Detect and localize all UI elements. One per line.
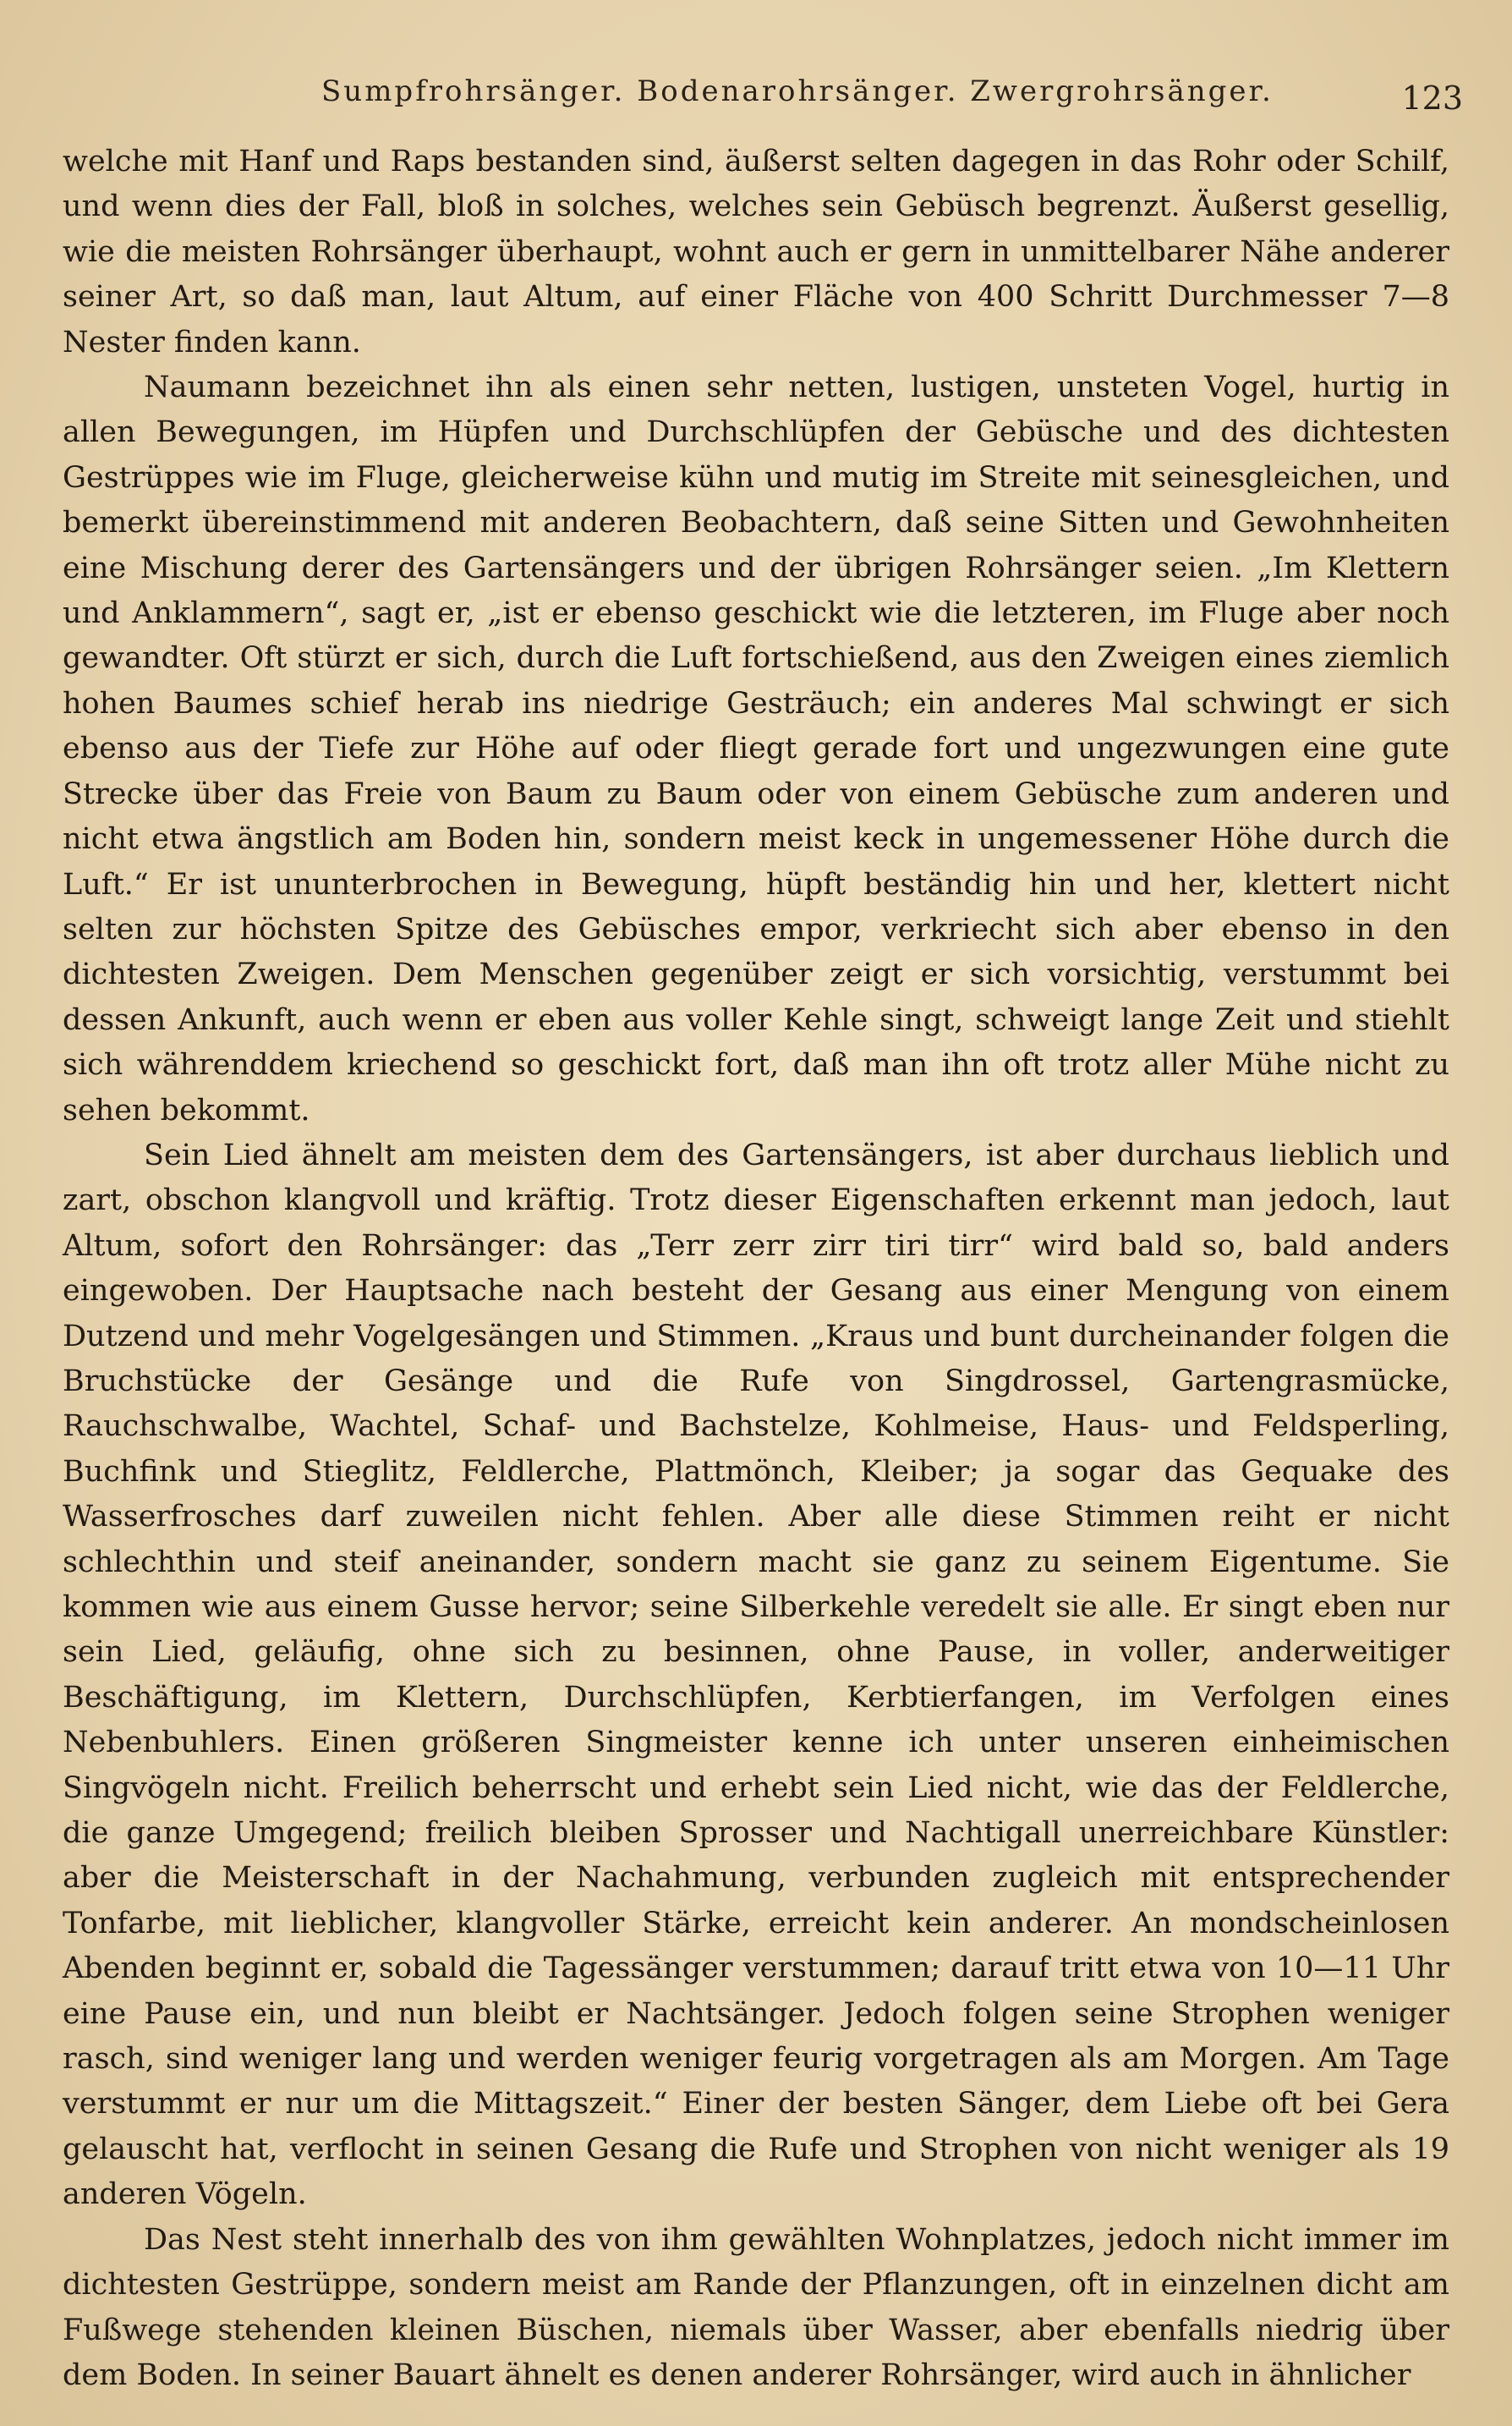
page-number: 123 (1401, 80, 1463, 117)
paragraph-song: Sein Lied ähnelt am meisten dem des Gartensängers, ist aber durchaus lieblich und zart, obschon klangvoll und kräftig. Trotz dieser Eigenschaften erkennt man jedoch, laut Altum, sofort den Rohrsänger: das „Terr zerr zirr tiri tirr“ wird bald so, bald anders eingewoben. Der Hauptsache nach besteht der Gesang aus einer Mengung von einem Dutzend und mehr Vogelgesängen und Stimmen. „Kraus und bunt durcheinander folgen die Bruchstücke der Gesänge und die Rufe von Singdrossel, Gartengrasmücke, Rauchschwalbe, Wachtel, Schaf- und Bachstelze, Kohlmeise, Haus- und Feldsperling, Buchfink und Stieglitz, Feldlerche, Plattmönch, Kleiber; ja sogar das Gequake des Wasserfrosches darf zuweilen nicht fehlen. Aber alle diese Stimmen reiht er nicht schlechthin und steif aneinander, sondern macht sie ganz zu seinem Eigentume. Sie kommen wie aus einem Gusse hervor; seine Silberkehle veredelt sie alle. Er singt eben nur sein Lied, geläufig, ohne sich zu besinnen, ohne Pause, in voller, anderweitiger Beschäftigung, im Klettern, Durchschlüpfen, Kerbtierfangen, im Verfolgen eines Nebenbuhlers. Einen größeren Singmeister kenne ich unter unseren einheimischen Singvögeln nicht. Freilich beherrscht und erhebt sein Lied nicht, wie das der Feldlerche, die ganze Umgegend; freilich bleiben Sprosser und Nachtigall unerreichbare Künstler: aber die Meisterschaft in der Nachahmung, verbunden zugleich mit entsprechender Tonfarbe, mit lieblicher, klangvoller Stärke, erreicht kein anderer. An mondscheinlosen Abenden beginnt er, sobald die Tagessänger verstummen; darauf tritt etwa von 10—11 Uhr eine Pause ein, und nun bleibt er Nachtsänger. Jedoch folgen seine Strophen weniger rasch, sind weniger lang und werden weniger feurig vorgetragen als am Morgen. Am Tage verstummt er nur um die Mittagszeit.“ Einer der besten Sänger, dem Liebe oft bei Gera gelauscht hat, verflocht in seinen Gesang die Rufe und Strophen von nicht weniger als 19 anderen Vögeln. (63, 1138, 1449, 2212)
page-header (59, 74, 1463, 125)
paragraph-continuation: welche mit Hanf und Raps bestanden sind, äußerst selten dagegen in das Rohr oder Schilf, und wenn dies der Fall, bloß in solches, welches sein Gebüsch begrenzt. Äußerst gesellig, wie die meisten Rohrsänger überhaupt, wohnt auch er gern in unmittelbarer Nähe anderer seiner Art, so daß man, laut Altum, auf einer Fläche von 400 Schritt Durchmesser 7—8 Nester finden kann. (63, 145, 1449, 360)
paragraph-nest: Das Nest steht innerhalb des von ihm gewählten Wohnplatzes, jedoch nicht immer im dichtesten Gestrüppe, sondern meist am Rande der Pflanzungen, oft in einzelnen dicht am Fußwege stehenden kleinen Büschen, niemals über Wasser, aber ebenfalls niedrig über dem Boden. In seiner Bauart ähnelt es denen anderer Rohrsänger, wird auch in ähnlicher (63, 2222, 1449, 2392)
body-text (63, 140, 1449, 2398)
running-title: Sumpfrohrsänger. Bodenarohrsänger. Zwergrohrsänger. (321, 74, 1274, 108)
paragraph-naumann-description: Naumann bezeichnet ihn als einen sehr netten, lustigen, unsteten Vogel, hurtig in allen Bewegungen, im Hüpfen und Durchschlüpfen der Gebüsche und des dichtesten Gestrüppes wie im Fluge, gleicherweise kühn und mutig im Streite mit seinesgleichen, und bemerkt übereinstimmend mit anderen Beobachtern, daß seine Sitten und Gewohnheiten eine Mischung derer des Gartensängers und der übrigen Rohrsänger seien. „Im Klettern und Anklammern“, sagt er, „ist er ebenso geschickt wie die letzteren, im Fluge aber noch gewandter. Oft stürzt er sich, durch die Luft fortschießend, aus den Zweigen eines ziemlich hohen Baumes schief herab ins niedrige Gesträuch; ein anderes Mal schwingt er sich ebenso aus der Tiefe zur Höhe auf oder fliegt gerade fort und ungezwungen eine gute Strecke über das Freie von Baum zu Baum oder von einem Gebüsche zum anderen und nicht etwa ängstlich am Boden hin, sondern meist keck in ungemessener Höhe durch die Luft.“ Er ist ununterbrochen in Bewegung, hüpft beständig hin und her, klettert nicht selten zur höchsten Spitze des Gebüsches empor, verkriecht sich aber ebenso in den dichtesten Zweigen. Dem Menschen gegenüber zeigt er sich vorsichtig, verstummt bei dessen Ankunft, auch wenn er eben aus voller Kehle singt, schweigt lange Zeit und stiehlt sich währenddem kriechend so geschickt fort, daß man ihn oft trotz aller Mühe nicht zu sehen bekommt. (63, 370, 1449, 1128)
